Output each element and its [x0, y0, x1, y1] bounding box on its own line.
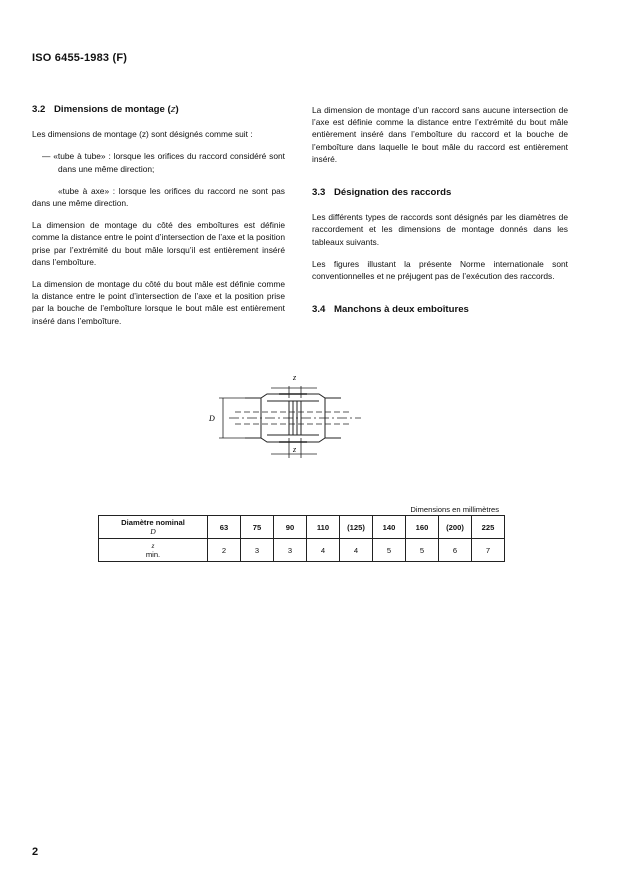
paragraph: La dimension de montage du côté du bout mâle est définie comme la distance entre le point d’intersection de l’axe et la position prise par la bouche de l’emboîture lorsque le bout mâle est entièrement inséré dans l’emboîture.	[32, 279, 285, 326]
section-title: Manchons à deux emboîtures	[334, 304, 469, 316]
table-cell: 6	[439, 539, 472, 562]
row-header-z	[99, 539, 208, 562]
bullet-item: «tube à axe» : lorsque les orifices du raccord ne sont pas dans une même direction.	[32, 185, 285, 209]
units-note: Dimensions en millimètres	[410, 505, 499, 514]
table-cell: 160	[406, 516, 439, 539]
label-z-bottom: z	[293, 445, 297, 454]
table-cell: 110	[307, 516, 340, 539]
label-D: D	[209, 414, 215, 423]
table-cell: 75	[241, 516, 274, 539]
table-cell: 3	[274, 539, 307, 562]
table-cell: 2	[208, 539, 241, 562]
section-3-4-heading	[312, 304, 568, 316]
section-3-3-heading	[312, 187, 568, 199]
section-title: Désignation des raccords	[334, 187, 452, 199]
table-cell: 7	[472, 539, 505, 562]
table-cell: 4	[340, 539, 373, 562]
page-number: 2	[32, 846, 39, 858]
table-cell: 63	[208, 516, 241, 539]
document-header: ISO 6455-1983 (F)	[32, 52, 128, 64]
row-label: z	[151, 541, 155, 550]
table-cell: (200)	[439, 516, 472, 539]
socket-coupling-figure	[205, 362, 385, 462]
paragraph: Les différents types de raccords sont désignés par les diamètres de raccordement et les dimensions de montage donnés dans les tableaux suivants.	[312, 212, 568, 247]
row-header-diameter	[99, 516, 208, 539]
table-cell: (125)	[340, 516, 373, 539]
dimensions-table	[98, 515, 505, 562]
right-column	[312, 104, 568, 328]
section-title-end: )	[175, 104, 179, 115]
table-cell: 140	[373, 516, 406, 539]
table-cell: 225	[472, 516, 505, 539]
row-sublabel: min.	[145, 550, 161, 559]
row-sublabel: D	[150, 527, 156, 536]
paragraph: La dimension de montage du côté des emboîtures est définie comme la distance entre le point d’intersection de l’axe et la position prise par l’extrémité du bout mâle lorsqu’il est entièrement inséré dans l’emboîture.	[32, 220, 285, 267]
left-column	[32, 104, 285, 337]
table-row-z	[99, 539, 505, 562]
section-number: 3.2	[32, 104, 46, 115]
section-number: 3.4	[312, 304, 326, 316]
label-z-top: z	[293, 373, 297, 382]
section-title: Dimensions de montage (	[54, 104, 171, 115]
dimension-z-top	[271, 386, 317, 398]
bullet-item: — «tube à tube» : lorsque les orifices du raccord considéré sont dans une même direction;	[42, 151, 285, 174]
paragraph: Les figures illustant la présente Norme internationale sont conventionnelles et ne préjugent pas de l’exécution des raccords.	[312, 258, 568, 282]
section-number: 3.3	[312, 187, 326, 199]
paragraph: La dimension de montage d’un raccord sans aucune intersection de l’axe est définie comme la distance entre l’extrémité du bout mâle entièrement inséré dans l’emboîture du raccord et la bouche de l’emboîture dans laquelle le bout mâle du raccord est entièrement inséré.	[312, 105, 568, 164]
table-row-diameter	[99, 516, 505, 539]
table-cell: 3	[241, 539, 274, 562]
table-cell: 90	[274, 516, 307, 539]
section-title-z: z	[170, 104, 176, 115]
table-cell: 5	[406, 539, 439, 562]
row-label: Diamètre nominal	[121, 518, 185, 527]
table-cell: 5	[373, 539, 406, 562]
table-cell: 4	[307, 539, 340, 562]
section-3-2-heading	[32, 104, 285, 116]
paragraph: Les dimensions de montage (z) sont désignés comme suit :	[32, 129, 253, 140]
